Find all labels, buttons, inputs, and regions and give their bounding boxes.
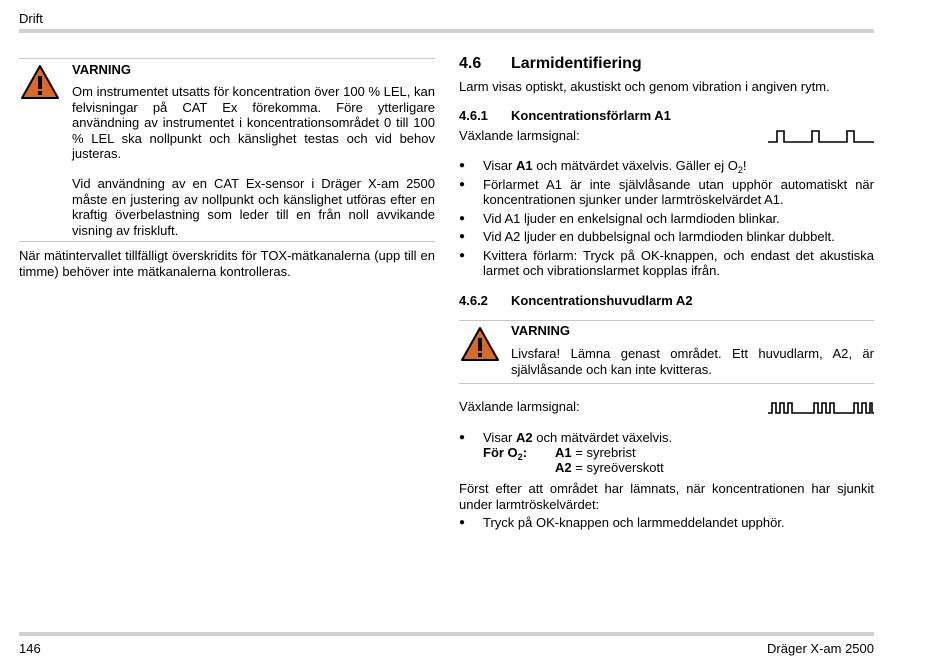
sub2-bullet-1: Visar A2 och mätvärdet växelvis. bbox=[483, 430, 673, 445]
header-rule bbox=[19, 29, 874, 33]
footer-product: Dräger X-am 2500 bbox=[767, 641, 874, 656]
sub1-title: Koncentrationsförlarm A1 bbox=[511, 108, 671, 123]
section-intro: Larm visas optiskt, akustiskt och genom vibration i angiven rytm. bbox=[459, 79, 830, 94]
warning-paragraph-1: Om instrumentet utsatts för koncentration över 100 % LEL, kan felvisningar på CAT Ex förekomma. Före ytterligare användning av instrumentet i koncentrationsområdet 0 till 100 % LEL ska nollpunkt och känslighet testas och vid behov justeras. bbox=[72, 84, 435, 161]
warning2-top-rule bbox=[459, 320, 874, 321]
sub1-bullet-list bbox=[459, 158, 874, 282]
section-number: 4.6 bbox=[459, 55, 482, 72]
list-item: ● Visar A1 och mätvärdet växelvis. Gäller ej $O_2$! bbox=[459, 158, 874, 174]
page-number: 146 bbox=[19, 641, 41, 656]
list-item: ● Vid A2 ljuder en dubbelsignal och larmdioden blinkar dubbelt. bbox=[459, 229, 874, 245]
double-pulse-signal-icon bbox=[768, 398, 874, 416]
footer-rule bbox=[19, 632, 874, 636]
warning-triangle-icon bbox=[20, 64, 60, 100]
warning-triangle-icon bbox=[460, 326, 500, 362]
warning2-title: VARNING bbox=[511, 323, 570, 338]
for-o2-label: För $O_2$: bbox=[483, 445, 528, 462]
warning2-bottom-rule bbox=[459, 383, 874, 384]
sub1-number: 4.6.1 bbox=[459, 108, 488, 123]
bullet-dot: ● bbox=[459, 432, 466, 443]
warning-bottom-rule bbox=[19, 241, 435, 242]
list-item: ● Förlarmet A1 är inte självlåsande utan upphör automatiskt när koncentrationen sjunker under larmtröskelvärdet A1. bbox=[459, 177, 874, 208]
sub2-number: 4.6.2 bbox=[459, 293, 488, 308]
sub1-signal-label: Växlande larmsignal: bbox=[459, 128, 580, 143]
list-item: ● Kvittera förlarm: Tryck på OK-knappen, och endast det akustiska larmet och vibrationslarmet kopplas ifrån. bbox=[459, 248, 874, 279]
sub2-bullet-2: Tryck på OK-knappen och larmmeddelandet upphör. bbox=[483, 515, 785, 530]
note-paragraph: När mätintervallet tillfälligt överskridits för TOX-mätkanalerna (upp till en timme) behöver inte mätkanalerna kontrolleras. bbox=[19, 248, 435, 279]
warning-title: VARNING bbox=[72, 62, 131, 77]
single-pulse-signal-icon bbox=[768, 127, 874, 145]
header-title: Drift bbox=[19, 11, 43, 26]
warning-paragraph-2: Vid användning av en CAT Ex-sensor i Dräger X-am 2500 måste en justering av nollpunkt och känslighet utföras efter en kraftig överbelastning som leder till en från noll avvikande visning av friskluft. bbox=[72, 176, 435, 238]
o2-a2-line: A2 = syreöverskott bbox=[555, 460, 664, 475]
sub2-signal-label: Växlande larmsignal: bbox=[459, 399, 580, 414]
section-title: Larmidentifiering bbox=[511, 55, 642, 72]
bullet-dot: ● bbox=[459, 517, 466, 528]
o2-a1-line: A1 = syrebrist bbox=[555, 445, 636, 460]
list-item: ● Vid A1 ljuder en enkelsignal och larmdioden blinkar. bbox=[459, 211, 874, 227]
warning2-text: Livsfara! Lämna genast området. Ett huvudlarm, A2, är självlåsande och kan inte kvitteras. bbox=[511, 346, 874, 377]
sub2-paragraph: Först efter att området har lämnats, när koncentrationen har sjunkit under larmtröskelvärdet: bbox=[459, 481, 874, 512]
warning-top-rule bbox=[19, 58, 435, 59]
sub2-title: Koncentrationshuvudlarm A2 bbox=[511, 293, 693, 308]
